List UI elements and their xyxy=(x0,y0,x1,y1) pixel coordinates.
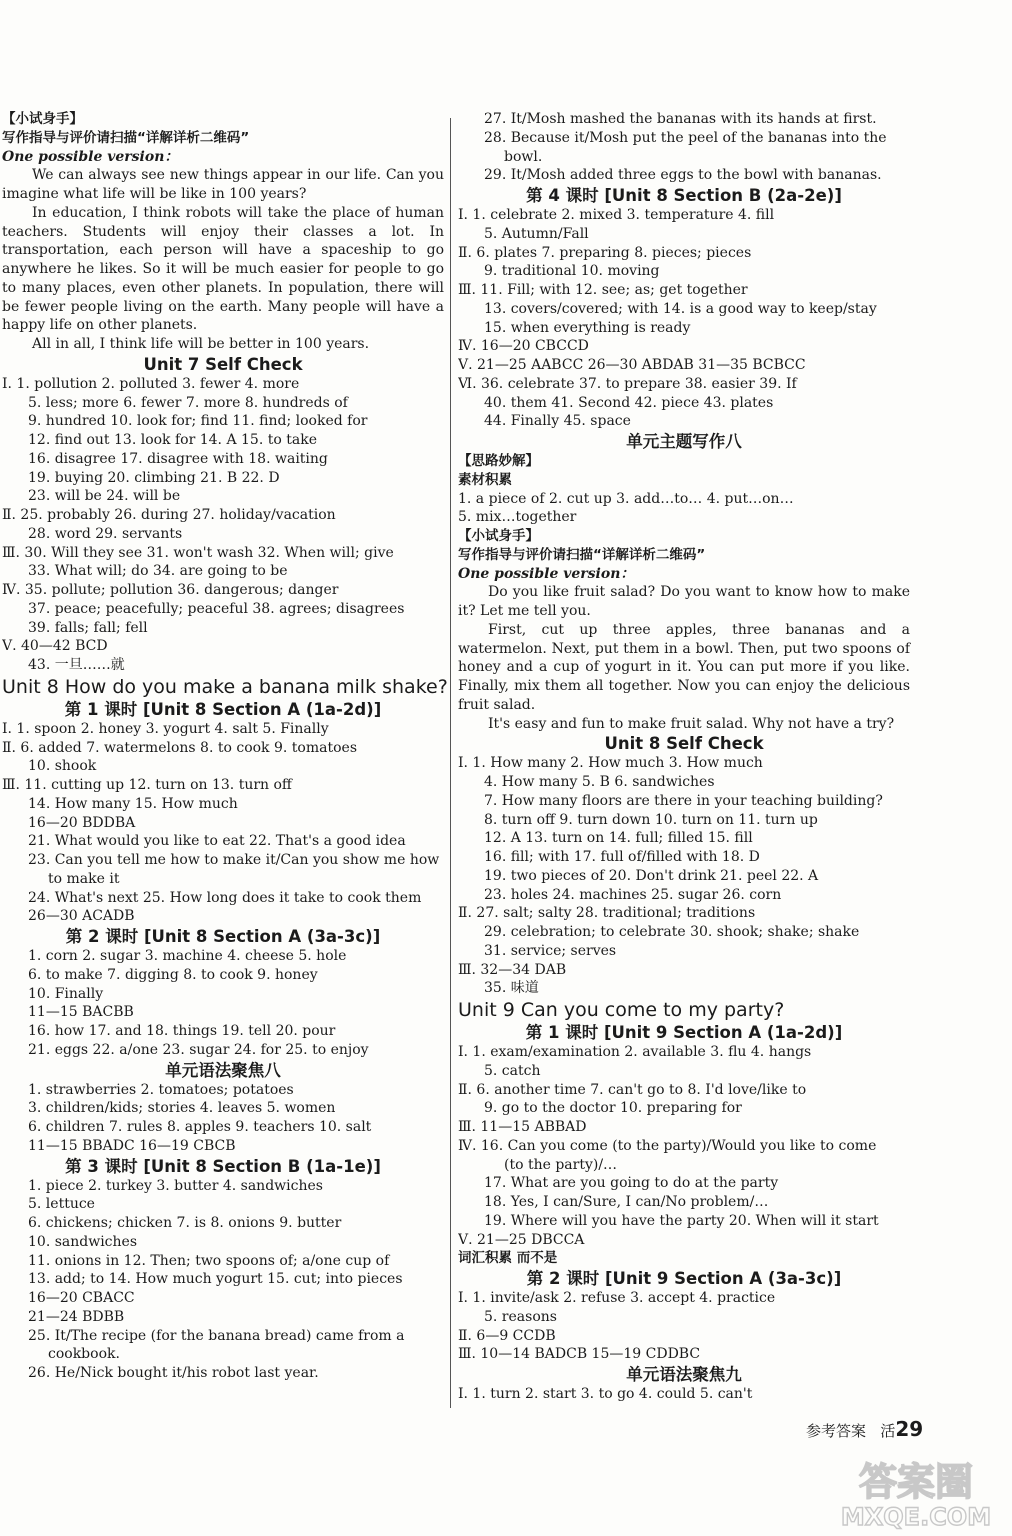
answer-line: Ⅰ. 1. turn 2. start 3. to go 4. could 5. can't xyxy=(458,1386,753,1402)
answer-line: 7. How many floors are there in your teaching building? xyxy=(484,792,883,809)
answer-line: 16. how 17. and 18. things 19. tell 20. pour xyxy=(28,1023,336,1039)
answer-line: 33. What will; do 34. are going to be xyxy=(28,563,288,580)
answer-line: 15. when everything is ready xyxy=(484,319,691,336)
version-label: One possible version： xyxy=(458,565,635,582)
answer-line: 5. catch xyxy=(484,1062,541,1079)
answer-line: 16—20 CBACC xyxy=(28,1290,135,1306)
answer-line: 21. eggs 22. a/one 23. sugar 24. for 25. to enjoy xyxy=(28,1041,369,1058)
watermark-line2: MXQE.COM xyxy=(840,1503,992,1531)
essay-paragraph: First, cut up three apples, three bananas and a watermelon. Next, put them in a bowl. Then, put two spoons of honey and a cup of yogurt in it. You can put more if you like. Finally, mix them all together. Now you can enjoy the delicious fruit salad. xyxy=(458,621,910,713)
answer-line: 19. Where will you have the party 20. When will it start xyxy=(484,1212,879,1229)
answer-line: (to the party)/… xyxy=(504,1156,618,1173)
answer-line: 24. What's next 25. How long does it take to cook them xyxy=(28,889,422,906)
answer-line: 3. children/kids; stories 4. leaves 5. women xyxy=(28,1100,336,1117)
answer-line: 17. What are you going to do at the party xyxy=(484,1175,779,1192)
answer-line: 27. It/Mosh mashed the bananas with its hands at first. xyxy=(484,111,877,127)
footer-label: 参考答案 xyxy=(806,1422,867,1440)
answer-line: Ⅵ. 36. celebrate 37. to prepare 38. easier 39. If xyxy=(458,375,797,392)
answer-line: 10. shook xyxy=(28,758,97,775)
answer-line: Ⅳ. 16. Can you come (to the party)/Would you like to come xyxy=(458,1137,877,1154)
answer-line: It's easy and fun to make fruit salad. Why not have a try? xyxy=(488,715,895,732)
answer-line: 28. Because it/Mosh put the peel of the bananas into the xyxy=(484,129,887,146)
section-tag: 【小试身手】 xyxy=(2,111,83,127)
answer-line: 10. Finally xyxy=(28,985,104,1002)
answer-line: 6. to make 7. digging 8. to cook 9. honey xyxy=(28,966,318,983)
answer-line: 35. 味道 xyxy=(484,980,539,997)
answer-line: cookbook. xyxy=(48,1346,120,1363)
answer-line: 12. A 13. turn on 14. full; filled 15. fill xyxy=(484,830,753,847)
answer-line: Ⅰ. 1. celebrate 2. mixed 3. temperature 4. fill xyxy=(458,207,775,223)
answer-line: All in all, I think life will be better in 100 years. xyxy=(32,336,370,352)
watermark-line1: 答案圈 xyxy=(858,1460,974,1504)
answer-line: 1. strawberries 2. tomatoes; potatoes xyxy=(28,1081,294,1098)
answer-line: 9. go to the doctor 10. preparing for xyxy=(484,1100,742,1117)
answer-line: 37. peace; peacefully; peaceful 38. agrees; disagrees xyxy=(28,600,405,617)
answer-line: Ⅲ. 11. Fill; with 12. see; as; get together xyxy=(458,282,748,298)
answer-line: 40. them 41. Second 42. piece 43. plates xyxy=(484,394,774,411)
section-tag: 词汇积累 而不是 xyxy=(458,1250,558,1267)
answer-line: 21. What would you like to eat 22. That's a good idea xyxy=(28,833,406,850)
answer-line: 23. Can you tell me how to make it/Can you show me how xyxy=(28,852,440,868)
section-tag: 【思路妙解】 xyxy=(458,453,539,469)
answer-line: Ⅱ. 6. another time 7. can't go to 8. I'd love/like to xyxy=(458,1081,807,1098)
section-heading: 第 1 课时 [Unit 9 Section A (1a-2d)] xyxy=(525,1023,843,1042)
section-heading: 单元语法聚焦九 xyxy=(626,1365,742,1384)
answer-line: 29. It/Mosh added three eggs to the bowl with bananas. xyxy=(484,167,882,184)
answer-line: 29. celebration; to celebrate 30. shook; shake; shake xyxy=(484,924,860,940)
section-heading: Unit 7 Self Check xyxy=(143,354,303,374)
answer-line: 43. 一旦……就 xyxy=(28,657,125,673)
page-footer xyxy=(806,1417,923,1441)
answer-line: 13. covers/covered; with 14. is a good way to keep/stay xyxy=(484,300,877,317)
answer-line: to make it xyxy=(48,870,120,887)
section-tag: 【小试身手】 xyxy=(458,528,539,544)
answer-line: Ⅰ. 1. How many 2. How much 3. How much xyxy=(458,755,763,772)
answer-line: Ⅱ. 6. plates 7. preparing 8. pieces; pieces xyxy=(458,244,752,261)
section-heading: 第 1 课时 [Unit 8 Section A (1a-2d)] xyxy=(64,699,382,719)
answer-line: Ⅰ. 1. pollution 2. polluted 3. fewer 4. more xyxy=(2,375,300,392)
section-tag: 素材积累 xyxy=(458,471,512,488)
answer-line: Ⅴ. 40—42 BCD xyxy=(2,638,108,655)
answer-line: 18. Yes, I can/Sure, I can/No problem/… xyxy=(484,1194,769,1210)
answer-line: 8. turn off 9. turn down 10. turn on 11. turn up xyxy=(484,811,818,828)
answer-line: 10. sandwiches xyxy=(28,1233,138,1250)
answer-line: Ⅲ. 30. Will they see 31. won't wash 32. When will; give xyxy=(2,544,394,561)
answer-line: Ⅴ. 21—25 AABCC 26—30 ABDAB 31—35 BCBCC xyxy=(458,357,806,373)
answer-line: Ⅰ. 1. invite/ask 2. refuse 3. accept 4. practice xyxy=(458,1290,776,1306)
answer-line: 39. falls; fall; fell xyxy=(28,619,148,636)
answer-line: 11—15 BBADC 16—19 CBCB xyxy=(28,1137,236,1154)
answer-line: Ⅱ. 6. added 7. watermelons 8. to cook 9. tomatoes xyxy=(2,739,358,756)
section-tag: 写作指导与评价请扫描“详解详析二维码” xyxy=(2,129,250,146)
answer-line: 23. holes 24. machines 25. sugar 26. corn xyxy=(484,886,782,903)
answer-line: 6. chickens; chicken 7. is 8. onions 9. butter xyxy=(28,1215,342,1231)
answer-line: 26—30 ACADB xyxy=(28,908,135,925)
answer-line: 6. children 7. rules 8. apples 9. teachers 10. salt xyxy=(28,1119,372,1135)
left-column xyxy=(2,110,448,1383)
section-heading: 第 3 课时 [Unit 8 Section B (1a-1e)] xyxy=(65,1156,381,1176)
answer-line: 25. It/The recipe (for the banana bread) came from a xyxy=(28,1327,405,1344)
answer-line: 16—20 BDDBA xyxy=(28,814,136,831)
answer-line: Ⅳ. 35. pollute; pollution 36. dangerous; danger xyxy=(2,582,339,598)
section-heading: Unit 8 Self Check xyxy=(604,734,764,754)
version-label: One possible version： xyxy=(2,148,179,165)
answer-line: Ⅱ. 27. salt; salty 28. traditional; traditions xyxy=(458,905,756,922)
answer-line: 4. How many 5. B 6. sandwiches xyxy=(484,774,715,790)
answer-line: Ⅳ. 16—20 CBCCD xyxy=(458,338,589,355)
answer-line: 1. piece 2. turkey 3. butter 4. sandwiches xyxy=(28,1177,323,1194)
answer-line: 16. disagree 17. disagree with 18. waiting xyxy=(28,450,328,467)
answer-line: Ⅲ. 11—15 ABBAD xyxy=(458,1119,587,1135)
answer-line: 23. will be 24. will be xyxy=(28,488,181,505)
answer-line: 28. word 29. servants xyxy=(28,525,183,542)
answer-line: 5. mix…together xyxy=(458,509,577,526)
answer-line: 11—15 BACBB xyxy=(28,1004,134,1021)
answer-line: 9. hundred 10. look for; find 11. find; looked for xyxy=(28,413,368,430)
answer-line: 12. find out 13. look for 14. A 15. to take xyxy=(28,432,317,448)
answer-line: 5. Autumn/Fall xyxy=(484,225,589,242)
essay-paragraph: We can always see new things appear in our life. Can you imagine what life will be like in 100 years? xyxy=(2,167,444,202)
answer-line: 14. How many 15. How much xyxy=(28,795,238,812)
essay-paragraph: In education, I think robots will take the place of human teachers. Students will enjoy their classes a lot. In transportation, each person will have a spaceship to go anywhere he likes. So it will be much easier for people to go to many places, even other planets. In population, there will be fewer people living on the earth. Many people will have a happy life on other planets. xyxy=(2,204,444,334)
answer-line: 31. service; serves xyxy=(484,942,617,959)
answer-line: 5. less; more 6. fewer 7. more 8. hundreds of xyxy=(28,394,348,411)
answer-line: Ⅰ. 1. spoon 2. honey 3. yogurt 4. salt 5. Finally xyxy=(2,720,329,737)
section-heading: 第 4 课时 [Unit 8 Section B (2a-2e)] xyxy=(526,186,842,205)
watermark-logo xyxy=(830,1455,1002,1531)
answer-line: 11. onions in 12. Then; two spoons of; a/one cup of xyxy=(28,1252,390,1269)
right-column xyxy=(458,110,910,1404)
answer-line: 44. Finally 45. space xyxy=(484,413,631,430)
answer-line: 5. lettuce xyxy=(28,1196,95,1213)
section-heading: 单元主题写作八 xyxy=(626,432,742,451)
page-number: 29 xyxy=(895,1417,924,1441)
answer-line: Ⅲ. 11. cutting up 12. turn on 13. turn off xyxy=(2,777,292,793)
answer-line: 26. He/Nick bought it/his robot last year. xyxy=(28,1365,319,1381)
answer-line: 19. buying 20. climbing 21. B 22. D xyxy=(28,469,280,486)
section-heading: 第 2 课时 [Unit 8 Section A (3a-3c)] xyxy=(65,927,381,946)
unit-title: Unit 8 How do you make a banana milk shake? xyxy=(2,675,448,698)
answer-line: Ⅲ. 10—14 BADCB 15—19 CDDBC xyxy=(458,1346,701,1363)
answer-line: 5. reasons xyxy=(484,1308,557,1325)
answer-line: Ⅴ. 21—25 DBCCA xyxy=(458,1231,585,1248)
answer-line: 19. two pieces of 20. Don't drink 21. peel 22. A xyxy=(484,867,819,884)
answer-line: bowl. xyxy=(504,148,543,165)
unit-title: Unit 9 Can you come to my party? xyxy=(458,999,785,1021)
answer-line: 16. fill; with 17. full of/filled with 18. D xyxy=(484,849,760,865)
answer-line: 1. a piece of 2. cut up 3. add…to… 4. put…on… xyxy=(458,490,794,507)
section-heading: 第 2 课时 [Unit 9 Section A (3a-3c)] xyxy=(526,1269,842,1288)
answer-line: 9. traditional 10. moving xyxy=(484,263,660,280)
section-tag: 写作指导与评价请扫描“详解详析二维码” xyxy=(458,546,706,563)
answer-line: 13. add; to 14. How much yogurt 15. cut; into pieces xyxy=(28,1271,403,1288)
answer-line: Ⅰ. 1. exam/examination 2. available 3. flu 4. hangs xyxy=(458,1044,812,1060)
answer-line: 21—24 BDBB xyxy=(28,1308,125,1325)
answer-line: Ⅱ. 6—9 CCDB xyxy=(458,1327,556,1344)
essay-paragraph: Do you like fruit salad? Do you want to know how to make it? Let me tell you. xyxy=(458,584,910,619)
answer-line: Ⅲ. 32—34 DAB xyxy=(458,961,567,978)
footer-book: 活 xyxy=(880,1422,896,1440)
answer-line: 1. corn 2. sugar 3. machine 4. cheese 5. hole xyxy=(28,948,347,964)
answer-line: Ⅱ. 25. probably 26. during 27. holiday/vacation xyxy=(2,507,336,523)
section-heading: 单元语法聚焦八 xyxy=(165,1060,281,1080)
column-divider xyxy=(450,118,451,1408)
